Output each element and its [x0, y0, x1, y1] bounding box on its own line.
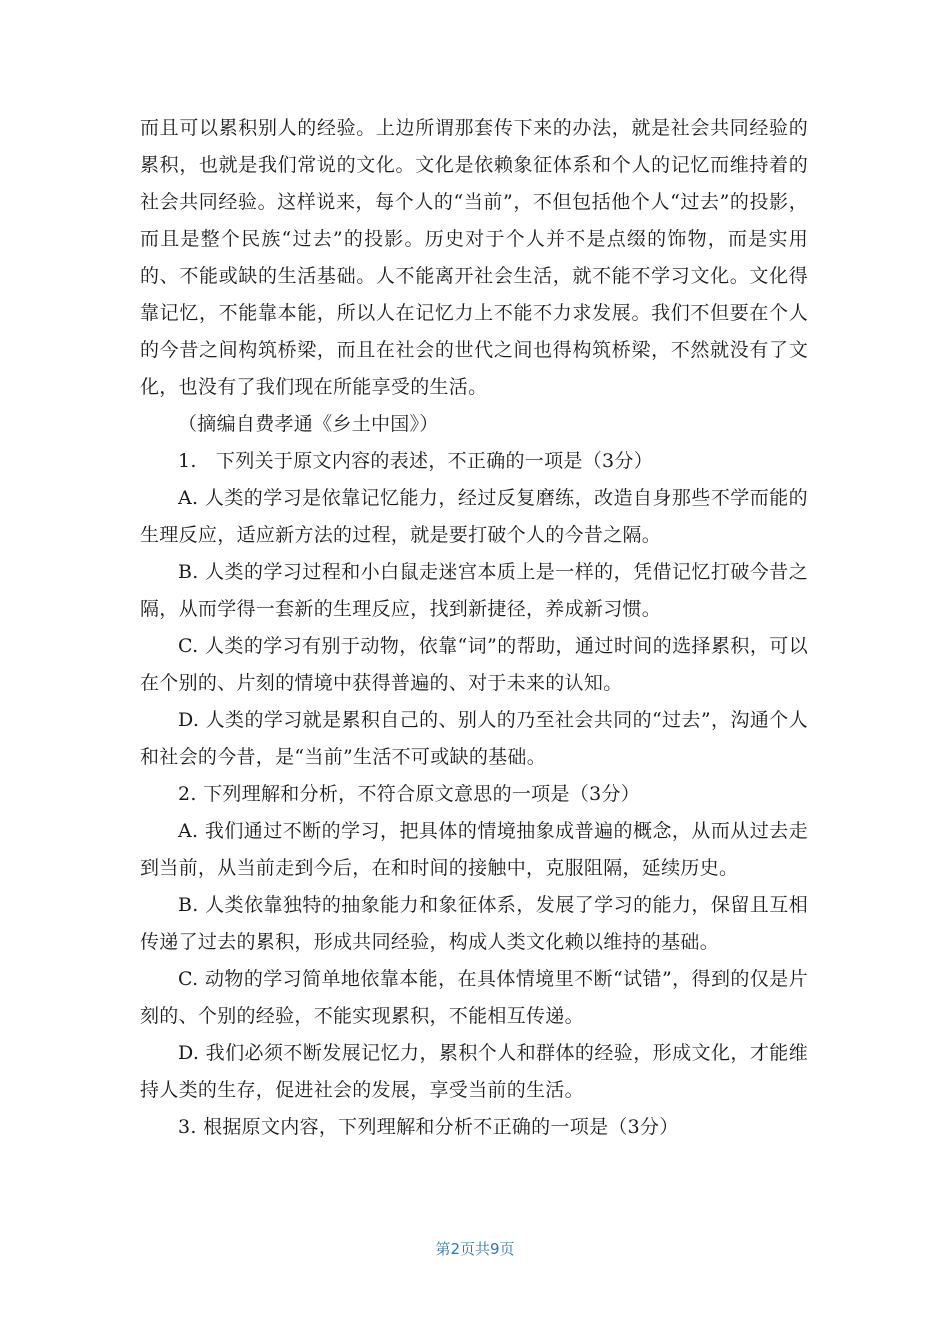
body-paragraph: 而且可以累积别人的经验。上边所谓那套传下来的办法，就是社会共同经验的累积，也就是我们常说的文化。文化是依赖象征体系和个人的记忆而维持着的社会共同经验。这样说来，每个人的“当前”，不但包括他个人“过去”的投影，而且是整个民族“过去”的投影。历史对于个人并不是点缀的饰物，而是实用的、不能或缺的生活基础。人不能离开社会生活，就不能不学习文化。文化得靠记忆，不能靠本能，所以人在记忆力上不能不力求发展。我们不但要在个人的今昔之间构筑桥梁，而且在社会的世代之间也得构筑桥梁，不然就没有了文化，也没有了我们现在所能享受的生活。 — [140, 117, 808, 398]
question-1-option-b: B. 人类的学习过程和小白鼠走迷宫本质上是一样的，凭借记忆打破今昔之隔，从而学得一套新的生理反应，找到新捷径，养成新习惯。 — [140, 561, 808, 620]
source-citation: （摘编自费孝通《乡土中国》） — [178, 413, 439, 435]
document-page — [140, 110, 808, 1146]
question-1-option-d: D. 人类的学习就是累积自己的、别人的乃至社会共同的“过去”，沟通个人和社会的今昔，是“当前”生活不可或缺的基础。 — [140, 709, 808, 768]
page-number: 第2页共9页 — [435, 1240, 515, 1258]
question-2-option-a: A. 我们通过不断的学习，把具体的情境抽象成普遍的概念，从而从过去走到当前，从当前走到今后，在和时间的接触中，克服阻隔，延续历史。 — [140, 820, 808, 879]
question-1-option-a: A. 人类的学习是依靠记忆能力，经过反复磨练，改造自身那些不学而能的生理反应，适应新方法的过程，就是要打破个人的今昔之隔。 — [140, 487, 808, 546]
question-3-stem: 3. 根据原文内容，下列理解和分析不正确的一项是（3分） — [178, 1116, 679, 1138]
question-2-stem: 2. 下列理解和分析，不符合原文意思的一项是（3分） — [178, 783, 641, 805]
question-1-stem: 1. 下列关于原文内容的表述，不正确的一项是（3分） — [178, 450, 654, 472]
question-1-option-c: C. 人类的学习有别于动物，依靠“词”的帮助，通过时间的选择累积，可以在个别的、片刻的情境中获得普遍的、对于未来的认知。 — [140, 635, 808, 694]
question-2-option-b: B. 人类依靠独特的抽象能力和象征体系，发展了学习的能力，保留且互相传递了过去的累积，形成共同经验，构成人类文化赖以维持的基础。 — [140, 894, 808, 953]
question-2-option-d: D. 我们必须不断发展记忆力，累积个人和群体的经验，形成文化，才能维持人类的生存，促进社会的发展，享受当前的生活。 — [140, 1042, 808, 1101]
question-2-option-c: C. 动物的学习简单地依靠本能，在具体情境里不断“试错”，得到的仅是片刻的、个别的经验，不能实现累积，不能相互传递。 — [140, 968, 808, 1027]
